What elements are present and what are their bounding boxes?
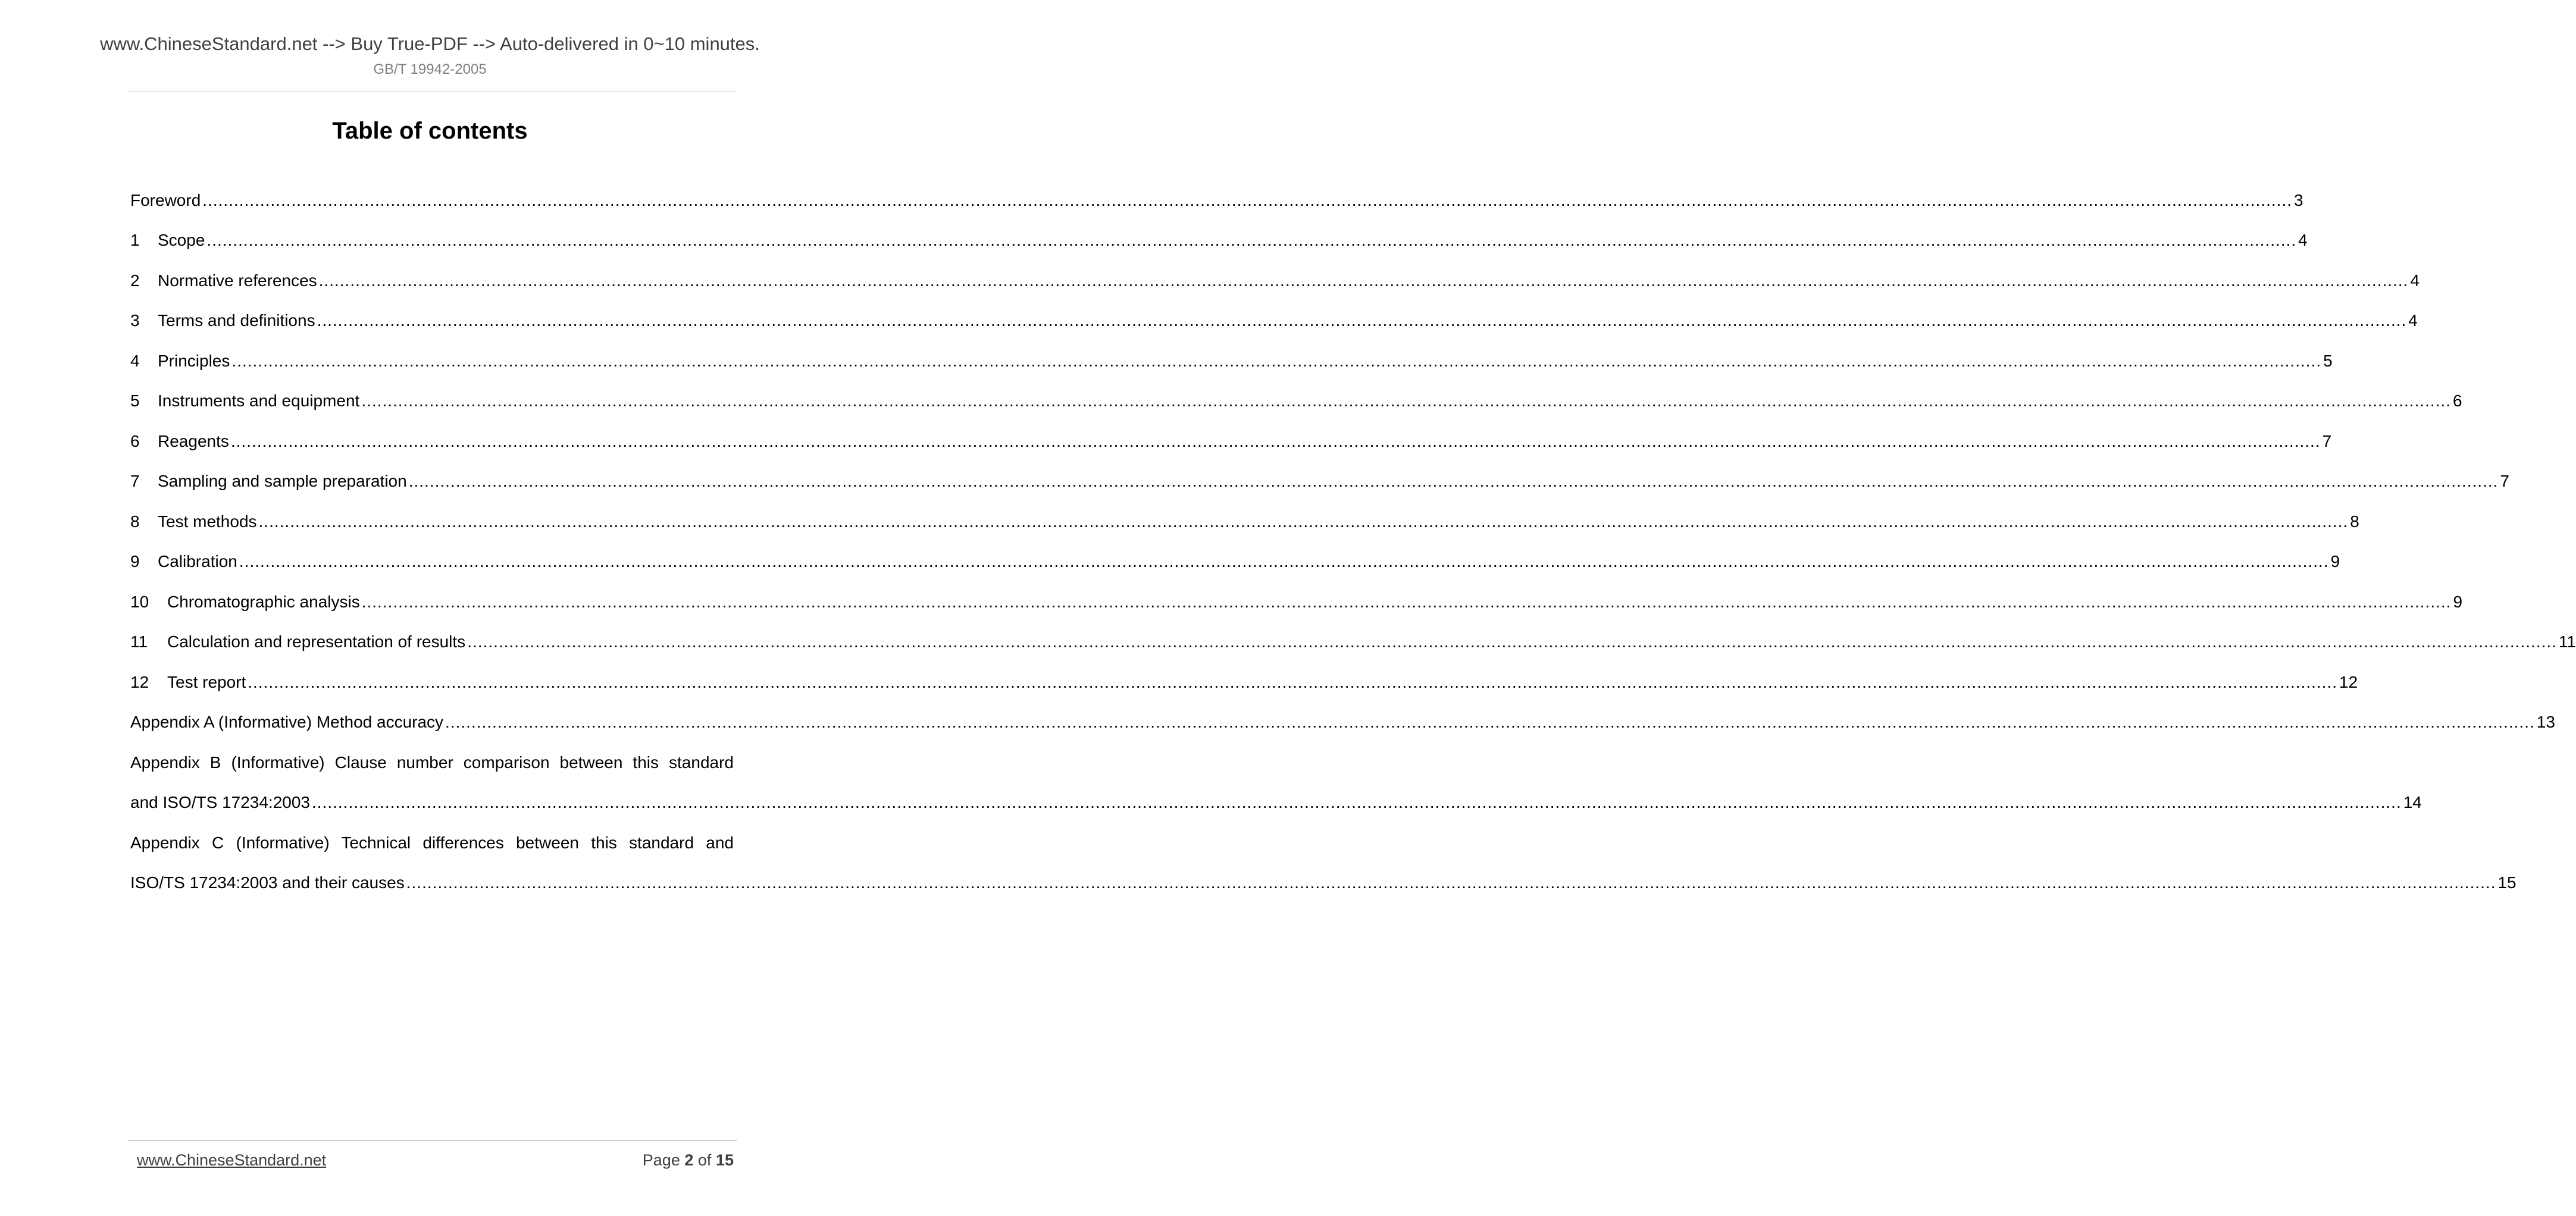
toc-entry-page: 14 xyxy=(2403,793,2422,812)
toc-entry-page: 11 xyxy=(2558,632,2576,651)
toc-entry-number: 11 xyxy=(130,632,148,651)
toc-entry-title: and ISO/TS 17234:2003 xyxy=(130,793,310,812)
table-of-contents xyxy=(130,180,2576,903)
toc-entry-foreword[interactable] xyxy=(130,180,2303,221)
toc-entry-title: Sampling and sample preparation xyxy=(158,472,407,491)
toc-entry-appendix-c-line2[interactable] xyxy=(130,863,2516,904)
dot-leader: ................................................................................................................................................................................................................................................................................................................................................................................................................ xyxy=(361,391,2452,410)
toc-entry-title: Test report xyxy=(167,672,246,691)
toc-entry-title: Calibration xyxy=(158,552,237,571)
page-of: of xyxy=(697,1151,712,1169)
toc-entry-title: Principles xyxy=(158,351,230,370)
toc-entry-title: Reagents xyxy=(158,431,229,450)
toc-entry-appendix-b-line1[interactable]: Appendix B (Informative) Clause number comparison between this standard xyxy=(130,753,734,772)
toc-entry-appendix-a[interactable] xyxy=(130,703,2555,743)
toc-entry-title: Appendix A (Informative) Method accuracy xyxy=(130,713,444,732)
toc-entry-calibration[interactable] xyxy=(130,542,2340,582)
toc-entry-title: Normative references xyxy=(158,271,317,290)
toc-entry-number: 12 xyxy=(130,672,149,691)
dot-leader: ................................................................................................................................................................................................................................................................................................................................................................................................................ xyxy=(467,632,2557,651)
dot-leader: ................................................................................................................................................................................................................................................................................................................................................................................................................ xyxy=(248,672,2337,691)
toc-entry-page: 7 xyxy=(2500,472,2509,491)
toc-entry-title: Terms and definitions xyxy=(158,311,315,330)
dot-leader: ................................................................................................................................................................................................................................................................................................................................................................................................................ xyxy=(318,271,2409,290)
page-title: Table of contents xyxy=(332,118,528,144)
toc-entry-page: 12 xyxy=(2339,672,2358,691)
toc-entry-number: 6 xyxy=(130,431,140,450)
footer-divider xyxy=(128,1140,737,1141)
toc-entry-sampling[interactable] xyxy=(130,462,2509,502)
toc-entry-page: 9 xyxy=(2330,552,2340,571)
toc-entry-terms-and-definitions[interactable] xyxy=(130,301,2418,341)
toc-entry-principles[interactable] xyxy=(130,341,2333,381)
dot-leader: ................................................................................................................................................................................................................................................................................................................................................................................................................ xyxy=(202,190,2292,209)
toc-entry-instruments-and-equipment[interactable] xyxy=(130,381,2462,422)
toc-entry-title: Scope xyxy=(158,231,205,250)
toc-entry-calculation[interactable] xyxy=(130,622,2576,663)
toc-entry-number: 3 xyxy=(130,311,140,330)
header-banner: www.ChineseStandard.net --> Buy True-PDF --> Auto-delivered in 0~10 minutes. xyxy=(100,33,760,54)
dot-leader: ................................................................................................................................................................................................................................................................................................................................................................................................................ xyxy=(361,592,2452,611)
toc-entry-page: 3 xyxy=(2293,190,2303,209)
page-label: Page xyxy=(642,1151,680,1169)
toc-entry-page: 4 xyxy=(2408,311,2418,330)
dot-leader: ................................................................................................................................................................................................................................................................................................................................................................................................................ xyxy=(317,311,2407,330)
page-indicator xyxy=(643,1151,734,1170)
toc-entry-appendix-c-line1[interactable]: Appendix C (Informative) Technical differences between this standard and xyxy=(130,833,734,852)
toc-entry-page: 5 xyxy=(2323,351,2333,370)
dot-leader: ................................................................................................................................................................................................................................................................................................................................................................................................................ xyxy=(445,713,2535,732)
toc-entry-title: Instruments and equipment xyxy=(158,391,360,410)
dot-leader: ................................................................................................................................................................................................................................................................................................................................................................................................................ xyxy=(406,873,2496,892)
toc-entry-number: 9 xyxy=(130,552,140,571)
dot-leader: ................................................................................................................................................................................................................................................................................................................................................................................................................ xyxy=(258,512,2349,531)
toc-entry-page: 6 xyxy=(2453,391,2462,410)
toc-entry-reagents[interactable] xyxy=(130,421,2332,462)
toc-entry-number: 4 xyxy=(130,351,140,370)
toc-entry-scope[interactable] xyxy=(130,221,2308,261)
footer-website-link[interactable]: www.ChineseStandard.net xyxy=(137,1151,327,1169)
toc-entry-title: ISO/TS 17234:2003 and their causes xyxy=(130,873,405,892)
toc-entry-page: 15 xyxy=(2497,873,2516,892)
toc-entry-number: 5 xyxy=(130,391,140,410)
toc-entry-page: 13 xyxy=(2536,713,2555,732)
dot-leader: ................................................................................................................................................................................................................................................................................................................................................................................................................ xyxy=(206,231,2297,250)
dot-leader: ................................................................................................................................................................................................................................................................................................................................................................................................................ xyxy=(231,351,2322,370)
toc-entry-page: 4 xyxy=(2298,231,2308,250)
dot-leader: ................................................................................................................................................................................................................................................................................................................................................................................................................ xyxy=(239,552,2329,571)
toc-entry-page: 7 xyxy=(2322,431,2332,450)
dot-leader: ................................................................................................................................................................................................................................................................................................................................................................................................................ xyxy=(408,472,2499,491)
toc-entry-test-report[interactable] xyxy=(130,662,2358,703)
page-total: 15 xyxy=(715,1151,734,1169)
toc-entry-number: 10 xyxy=(130,592,149,611)
toc-entry-number: 2 xyxy=(130,271,140,290)
toc-entry-title: Chromatographic analysis xyxy=(167,592,360,611)
toc-entry-appendix-b-line2[interactable] xyxy=(130,783,2422,823)
toc-entry-test-methods[interactable] xyxy=(130,502,2359,542)
toc-entry-chromatographic-analysis[interactable] xyxy=(130,582,2463,622)
toc-entry-page: 4 xyxy=(2410,271,2420,290)
toc-entry-title: Test methods xyxy=(158,512,257,531)
toc-entry-title: Calculation and representation of results xyxy=(167,632,466,651)
standard-code: GB/T 19942-2005 xyxy=(373,61,487,77)
page-current: 2 xyxy=(684,1151,694,1169)
toc-entry-title: Foreword xyxy=(130,190,201,209)
toc-entry-number: 7 xyxy=(130,472,140,491)
toc-entry-number: 1 xyxy=(130,231,140,250)
toc-entry-page: 8 xyxy=(2350,512,2359,531)
toc-entry-number: 8 xyxy=(130,512,140,531)
dot-leader: ................................................................................................................................................................................................................................................................................................................................................................................................................ xyxy=(230,431,2321,450)
toc-entry-page: 9 xyxy=(2453,592,2463,611)
dot-leader: ................................................................................................................................................................................................................................................................................................................................................................................................................ xyxy=(312,793,2402,812)
toc-entry-normative-references[interactable] xyxy=(130,261,2420,301)
